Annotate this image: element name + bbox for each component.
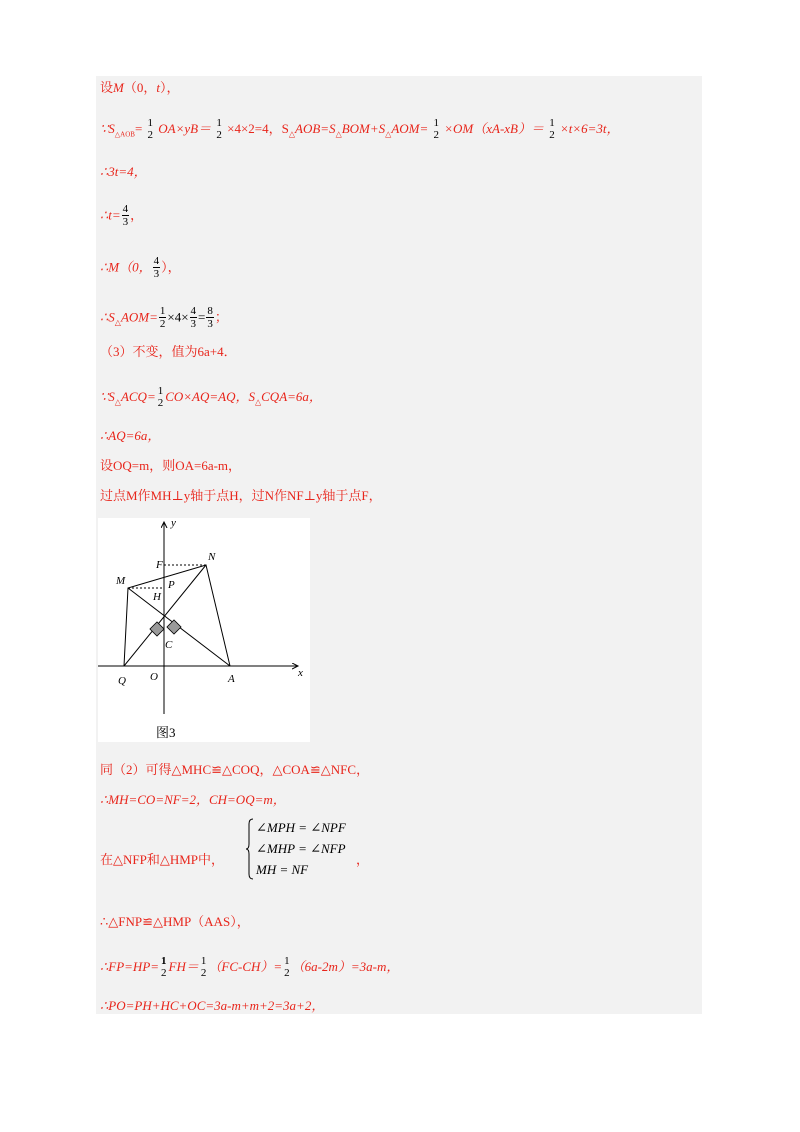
- label-m: M: [116, 575, 126, 587]
- figure-3: [98, 518, 310, 742]
- line-po: ∴PO=PH+HC+OC=3a-m+m+2=3a+2，: [100, 998, 325, 1013]
- right-angle-mark: [150, 622, 164, 636]
- line-3t-eq-4: ∴3t=4，: [100, 164, 147, 179]
- label-h: H: [153, 591, 161, 603]
- equation-system: [246, 818, 366, 880]
- line-in-triangles-comma: ，: [356, 852, 370, 867]
- line-area-aom: $\therefore S_\triangle AOM=$ $\frac{1}{2}$ ×4× $\frac{4}{3}$ = $\frac{8}{3}$ ；: [100, 305, 228, 330]
- label-f: F: [156, 559, 163, 571]
- label-c: C: [165, 639, 173, 651]
- line-set-m: 设M（0，t），: [100, 80, 180, 95]
- line-draw-perp: 过点M作MH⊥y轴于点H，过N作NF⊥y轴于点F，: [100, 488, 382, 503]
- line-part3: （3）不变，值为6a+4．: [100, 344, 237, 359]
- system-row-3: MH = NF: [256, 862, 309, 877]
- line-set-oq: 设OQ=m，则OA=6a-m，: [100, 458, 242, 473]
- line-in-triangles: 在△NFP和△HMP中，: [100, 852, 225, 867]
- line-area-acq: $\because S_\triangle ACQ=$ 1 2 CO×AQ=AQ，$S_\triangle CQA=6a$，: [100, 385, 322, 409]
- label-q: Q: [118, 675, 126, 687]
- line-congruent-2: ∴△FNP≌△HMP（AAS），: [100, 914, 250, 929]
- brace-icon: [246, 818, 254, 880]
- line-area-aob: $\because S_{\triangle AOB}=$ 1 2 OA×yB＝ 1 2 ×4×2=4，$S_\triangle AOB=S_\triangle BOM+S_\triangle AOM=$ 1 2 ×OM（xA-xB）＝ 1 2 ×t×6=3t，: [100, 117, 620, 141]
- label-p: P: [168, 579, 175, 591]
- fraction: 1 2: [549, 117, 555, 141]
- label-n: N: [208, 551, 216, 563]
- geometry-diagram: [98, 518, 310, 722]
- fraction: 1 2: [433, 117, 439, 141]
- label-x: x: [298, 667, 303, 679]
- line-aq: ∴AQ=6a，: [100, 428, 161, 443]
- figure-caption: 图3: [156, 725, 176, 740]
- line-t-value: ∴t= $\frac{4}{3}$ ，: [100, 203, 144, 228]
- label-o: O: [150, 671, 158, 683]
- line-m-coords: ∴M（0， $\frac{4}{3}$ ），: [100, 255, 181, 280]
- label-y: y: [171, 518, 176, 529]
- fraction: 1 2: [216, 117, 222, 141]
- right-angle-mark: [167, 620, 181, 634]
- fraction: 1 2: [147, 117, 154, 141]
- system-row-2: ∠MHP = ∠NFP: [256, 841, 346, 856]
- line-congruent-1: 同（2）可得△MHC≌△COQ，△COA≌△NFC，: [100, 762, 370, 777]
- system-row-1: ∠MPH = ∠NPF: [256, 820, 346, 835]
- line-fp-hp: ∴FP=HP= 1 2 FH＝ 1 2 （FC-CH）= 1 2 （6a-2m）=3a-m，: [100, 955, 400, 979]
- label-a: A: [228, 673, 235, 685]
- line-equalities: ∴MH=CO=NF=2，CH=OQ=m，: [100, 792, 286, 807]
